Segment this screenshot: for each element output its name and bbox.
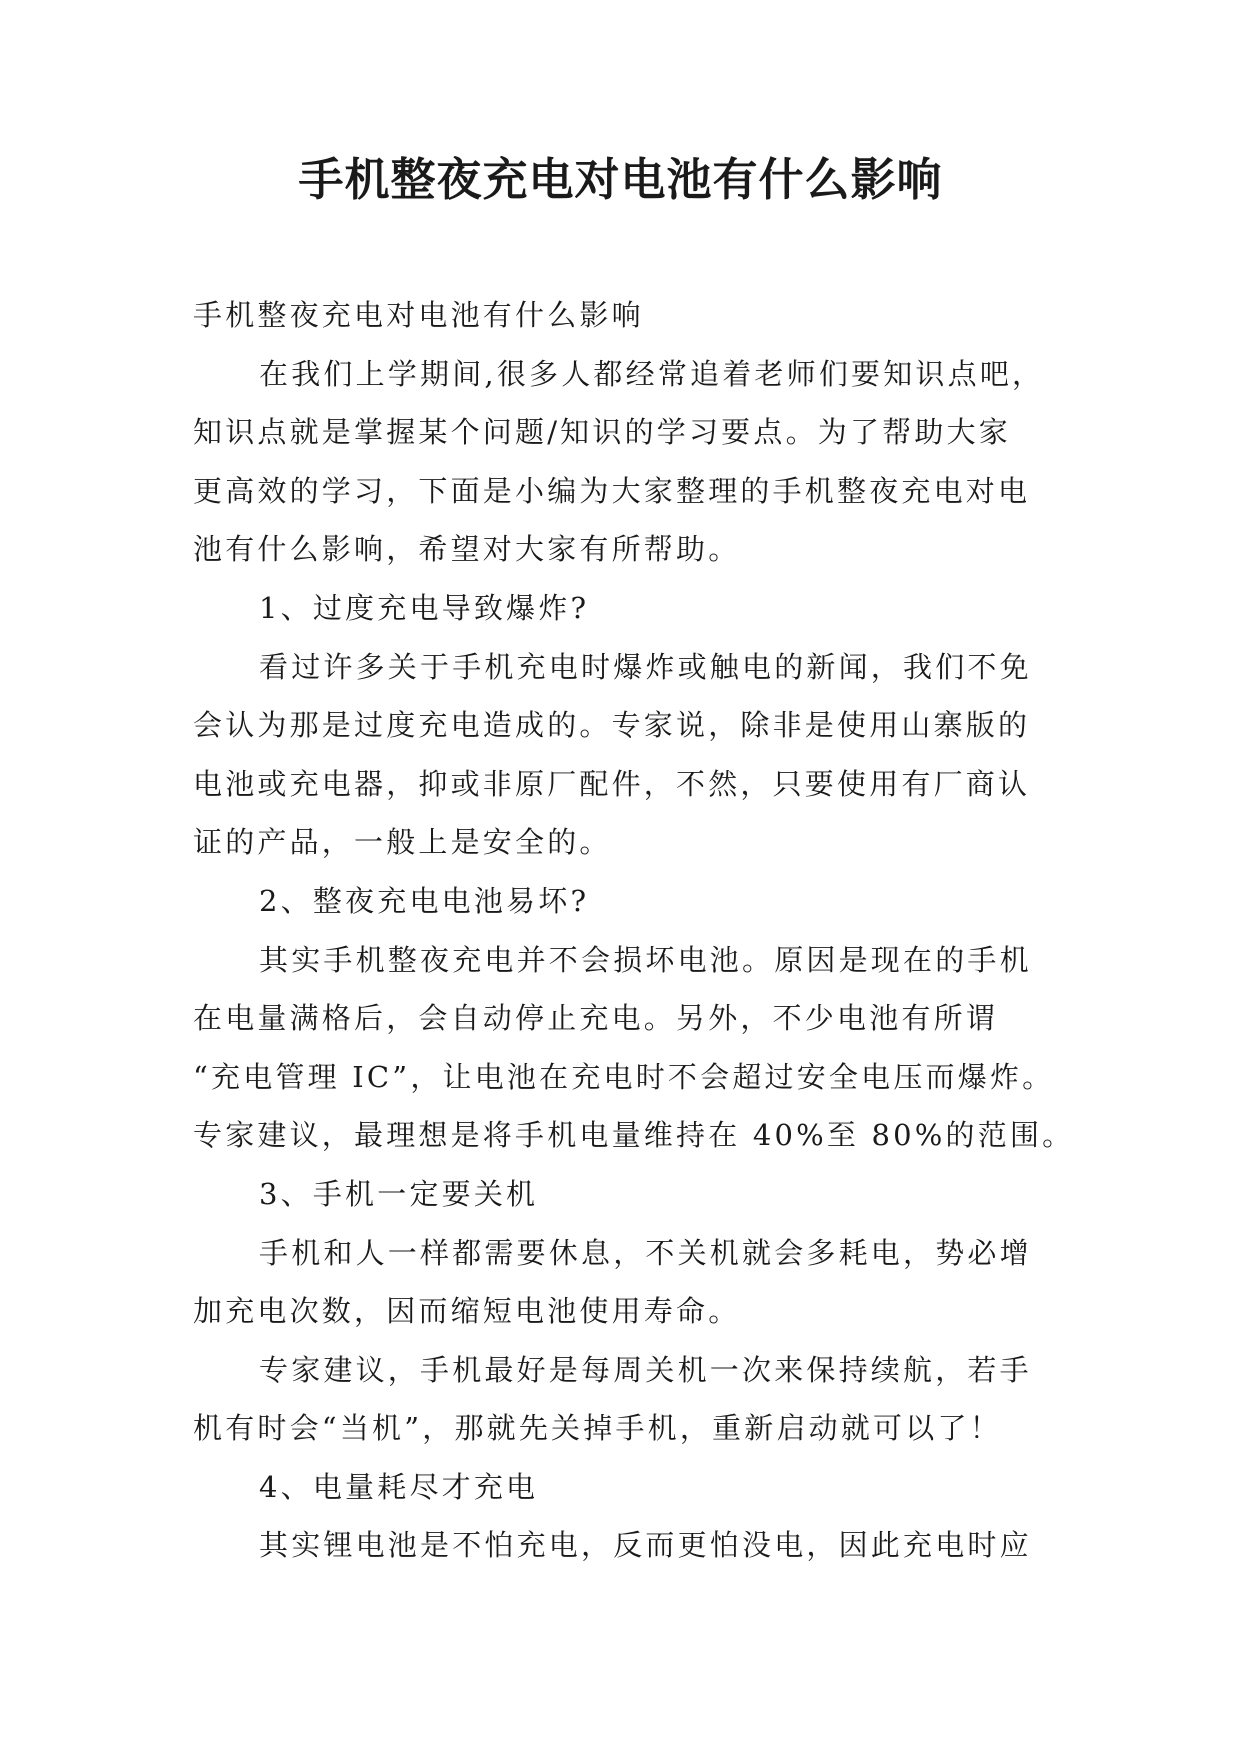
text-line: 其实锂电池是不怕充电，反而更怕没电，因此充电时应 (259, 1528, 1032, 1563)
text-line: 知识点就是掌握某个问题/知识的学习要点。为了帮助大家 (193, 415, 1011, 450)
text-line: 看过许多关于手机充电时爆炸或触电的新闻，我们不免 (259, 649, 1032, 684)
text-line: 1、过度充电导致爆炸? (259, 590, 590, 625)
text-line: 证的产品，一般上是安全的。 (193, 825, 612, 860)
document-body (193, 286, 1075, 1575)
text-line: 电池或充电器，抑或非原厂配件，不然，只要使用有厂商认 (193, 766, 1031, 801)
text-line: 更高效的学习，下面是小编为大家整理的手机整夜充电对电 (193, 473, 1031, 508)
text-line: 4、电量耗尽才充电 (259, 1469, 539, 1504)
text-line: 加充电次数，因而缩短电池使用寿命。 (193, 1294, 741, 1329)
text-line: 池有什么影响，希望对大家有所帮助。 (193, 532, 741, 567)
text-line: 3、手机一定要关机 (259, 1176, 539, 1211)
text-line: 机有时会“当机”，那就先关掉手机，重新启动就可以了！ (193, 1411, 1002, 1446)
text-line: 在电量满格后，会自动停止充电。另外，不少电池有所谓 (193, 1001, 999, 1036)
text-line: 2、整夜充电电池易坏? (259, 883, 590, 918)
document-title: 手机整夜充电对电池有什么影响 (298, 153, 943, 206)
text-line: 在我们上学期间,很多人都经常追着老师们要知识点吧， (259, 356, 1045, 391)
text-line: 手机整夜充电对电池有什么影响 (193, 298, 644, 332)
text-line: “充电管理 IC”，让电池在充电时不会超过安全电压而爆炸。 (193, 1059, 1055, 1094)
text-line: 会认为那是过度充电造成的。专家说，除非是使用山寨版的 (193, 708, 1031, 743)
text-line: 手机和人一样都需要休息，不关机就会多耗电，势必增 (259, 1235, 1032, 1270)
text-line: 专家建议，最理想是将手机电量维持在 40%至 80%的范围。 (193, 1118, 1075, 1153)
text-line: 其实手机整夜充电并不会损坏电池。原因是现在的手机 (259, 942, 1032, 977)
text-line: 专家建议，手机最好是每周关机一次来保持续航，若手 (259, 1352, 1032, 1387)
